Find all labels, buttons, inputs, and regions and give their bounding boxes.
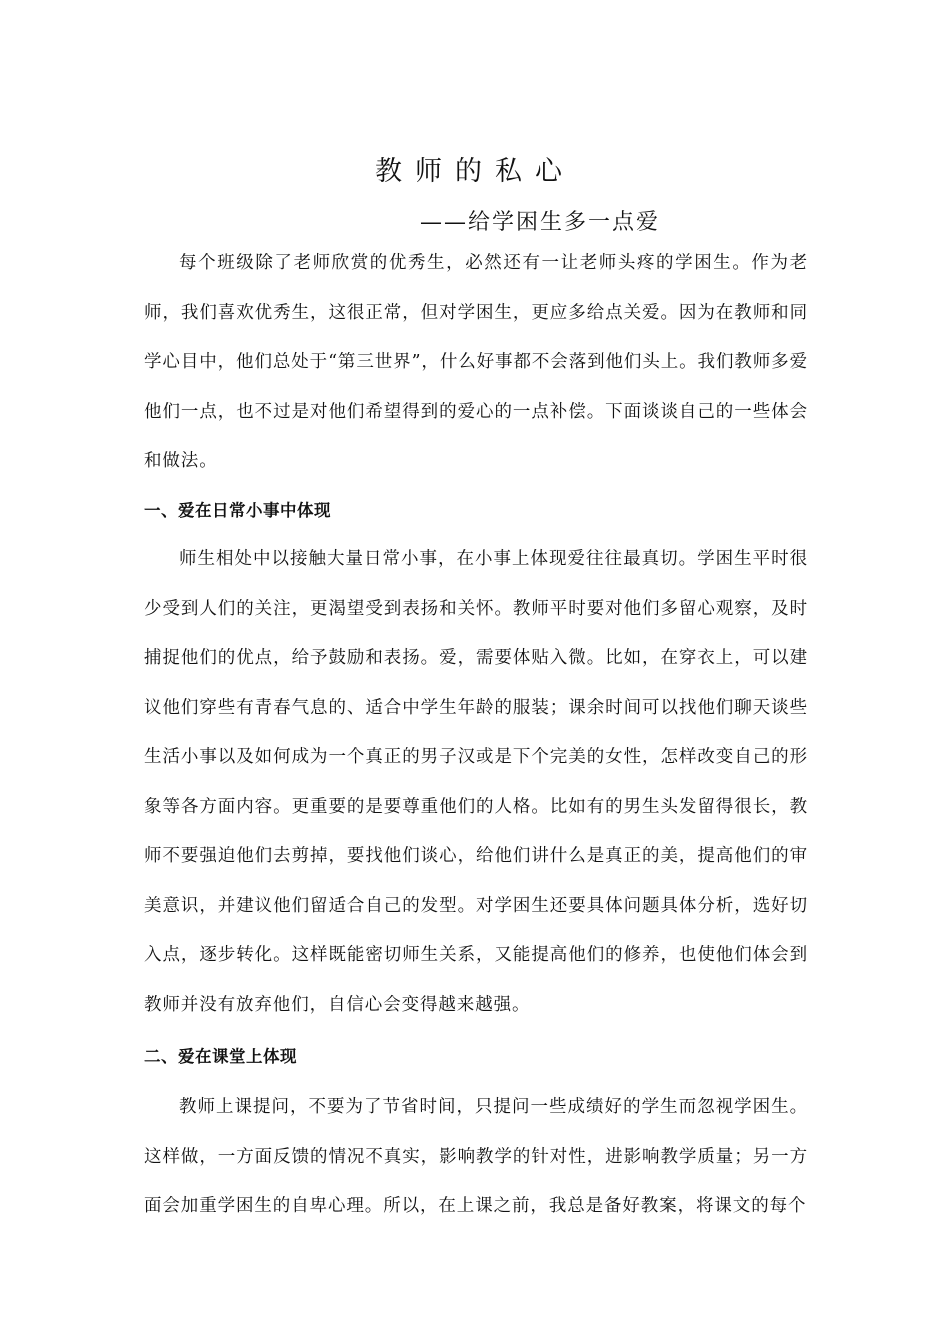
intro-paragraph: 每个班级除了老师欣赏的优秀生，必然还有一让老师头疼的学困生。作为老师，我们喜欢优秀生，这很正常，但对学困生，更应多给点关爱。因为在教师和同学心目中，他们总处于“第三世界”，什么好事都不会落到他们头上。我们教师多爱他们一点，也不过是对他们希望得到的爱心的一点补偿。下面谈谈自己的一些体会和做法。 <box>144 253 808 471</box>
section-heading-1: 一、爱在日常小事中体现 <box>144 501 331 520</box>
document-title: 教师的私心 <box>375 156 575 187</box>
section-paragraph-2: 教师上课提问，不要为了节省时间，只提问一些成绩好的学生而忽视学困生。这样做，一方面反馈的情况不真实，影响教学的针对性，进影响教学质量；另一方面会加重学困生的自卑心理。所以，在上课之前，我总是备好教案，将课文的每个 <box>144 1097 808 1216</box>
document-subtitle: ——给学困生多一点爱 <box>420 210 661 235</box>
section-paragraph-1: 师生相处中以接触大量日常小事，在小事上体现爱往往最真切。学困生平时很少受到人们的关注，更渴望受到表扬和关怀。教师平时要对他们多留心观察，及时捕捉他们的优点，给予鼓励和表扬。爱，需要体贴入微。比如，在穿衣上，可以建议他们穿些有青春气息的、适合中学生年龄的服装；课余时间可以找他们聊天谈些生活小事以及如何成为一个真正的男子汉或是下个完美的女性，怎样改变自己的形象等各方面内容。更重要的是要尊重他们的人格。比如有的男生头发留得很长，教师不要强迫他们去剪掉，要找他们谈心，给他们讲什么是真正的美，提高他们的审美意识，并建议他们留适合自己的发型。对学困生还要具体问题具体分析，选好切入点，逐步转化。这样既能密切师生关系，又能提高他们的修养，也使他们体会到教师并没有放弃他们，自信心会变得越来越强。 <box>144 549 808 1015</box>
section-heading-2: 二、爱在课堂上体现 <box>144 1047 297 1066</box>
